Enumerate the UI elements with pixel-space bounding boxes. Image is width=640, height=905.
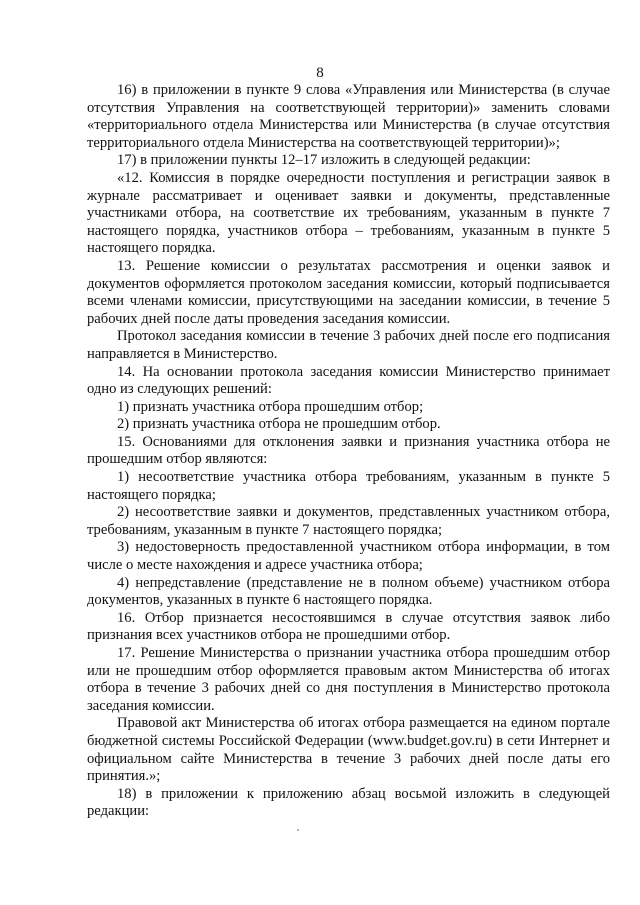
clause-15-item-2: 2) несоответствие заявки и документов, представленных участником отбора, требованиям, указанным в пункте 7 настоящего порядка; bbox=[87, 504, 610, 538]
clause-17-publication: Правовой акт Министерства об итогах отбора размещается на едином портале бюджетной системы Российской Федерации (www.budget.gov.ru) в сети Интернет и официальном сайте Министерства в течение 3 рабочих дней после даты его принятия.»; bbox=[87, 715, 610, 785]
paragraph-16: 16) в приложении в пункте 9 слова «Управления или Министерства (в случае отсутствия Управления на соответствующей территории)» заменить словами «территориального отдела Министерства или Министерства (в случае отсутствия территориального отдела Министерства на соответствующей территории)»; bbox=[87, 82, 610, 151]
clause-15: 15. Основаниями для отклонения заявки и признания участника отбора не прошедшим отбор являются: bbox=[87, 433, 610, 468]
clause-14: 14. На основании протокола заседания комиссии Министерство принимает одно из следующих решений: bbox=[87, 363, 610, 398]
clause-16: 16. Отбор признается несостоявшимся в случае отсутствия заявок либо признания всех участников отбора не прошедшими отбор. bbox=[87, 609, 610, 644]
clause-12: «12. Комиссия в порядке очередности поступления и регистрации заявок в журнале рассматривает и оценивает заявки и документы, представленные участниками отбора, на соответствие их требованиям, указанным в пункте 7 настоящего порядка, участников отбора – требованиям, указанным в пункте 5 настоящего порядка. bbox=[87, 169, 610, 257]
page-number: 8 bbox=[316, 65, 324, 81]
clause-13-protocol: Протокол заседания комиссии в течение 3 рабочих дней после его подписания направляется в Министерство. bbox=[87, 328, 610, 362]
document-body bbox=[87, 82, 610, 821]
clause-15-item-3: 3) недостоверность предоставленной участником отбора информации, в том числе о месте нахождения и адресе участника отбора; bbox=[87, 539, 610, 574]
clause-15-item-4: 4) непредставление (представление не в полном объеме) участником отбора документов, указанных в пункте 6 настоящего порядка. bbox=[87, 574, 610, 609]
clause-14-item-2: 2) признать участника отбора не прошедшим отбор. bbox=[117, 416, 441, 433]
scan-artifact-dot bbox=[297, 829, 299, 831]
paragraph-17: 17) в приложении пункты 12–17 изложить в следующей редакции: bbox=[117, 152, 531, 169]
clause-13: 13. Решение комиссии о результатах рассмотрения и оценки заявок и документов оформляется протоколом заседания комиссии, который подписывается всеми членами комиссии, присутствующими на заседании комиссии, в течение 5 рабочих дней после даты проведения заседания комиссии. bbox=[87, 257, 610, 327]
clause-15-item-1: 1) несоответствие участника отбора требованиям, указанным в пункте 5 настоящего порядка; bbox=[87, 469, 610, 503]
clause-14-item-1: 1) признать участника отбора прошедшим отбор; bbox=[117, 398, 424, 415]
clause-17: 17. Решение Министерства о признании участника отбора прошедшим отбор или не прошедшим отбор оформляется правовым актом Министерства об итогах отбора в течение 3 рабочих дней со дня поступления в Министерство протокола заседания комиссии. bbox=[87, 645, 610, 714]
paragraph-18: 18) в приложении к приложению абзац восьмой изложить в следующей редакции: bbox=[87, 785, 610, 820]
